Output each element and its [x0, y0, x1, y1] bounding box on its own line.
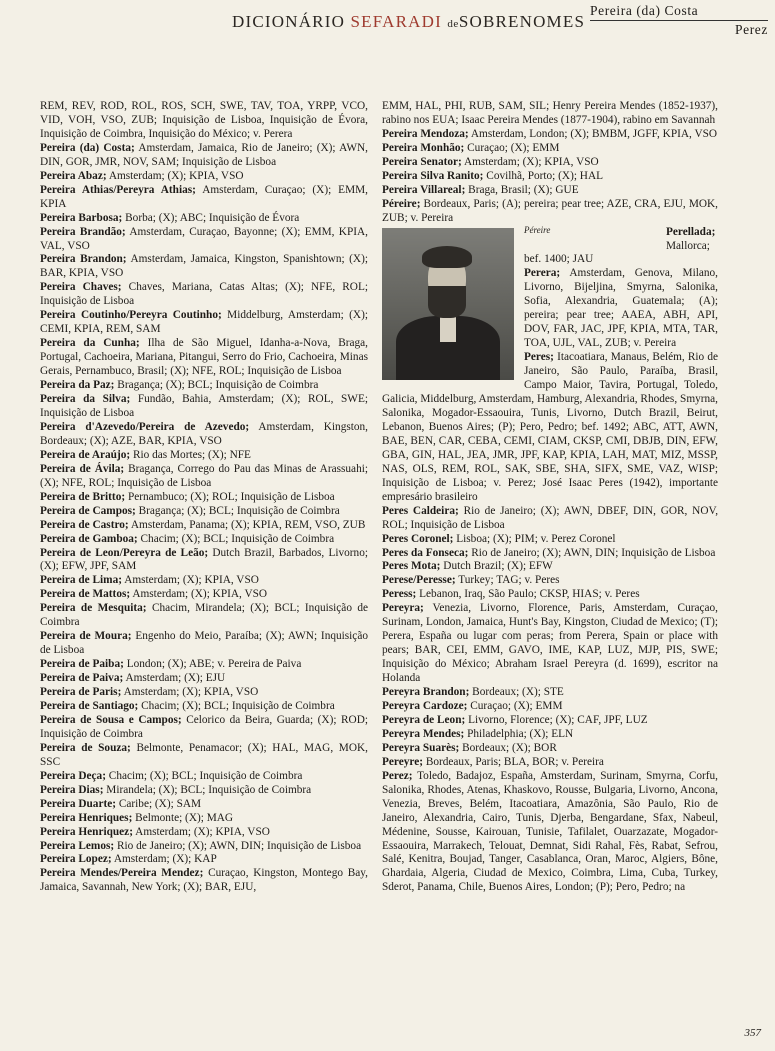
- dictionary-entry: [40, 100, 368, 142]
- dictionary-entry: [382, 100, 718, 128]
- entry-headword: Peres Caldeira;: [382, 504, 459, 517]
- header-title-word: SOBRENOMES: [458, 12, 586, 31]
- entry-text: Amsterdam; (X); KPIA, VSO: [108, 169, 244, 182]
- entry-headword: Peres;: [524, 351, 554, 364]
- entry-headword: Pereira Athias/Pereyra Athias;: [40, 183, 196, 196]
- dictionary-entry: [40, 700, 368, 714]
- dictionary-entry: [382, 505, 718, 533]
- dictionary-entry: [40, 393, 368, 421]
- entry-headword: Pereira Senator;: [382, 155, 462, 168]
- dictionary-entry: [382, 533, 718, 547]
- dictionary-entry: [40, 686, 368, 700]
- entry-headword: Perellada;: [666, 225, 716, 238]
- entry-text: Amsterdam, London; (X); BMBM, JGFF, KPIA, VSO: [470, 127, 718, 140]
- entry-text: Amsterdam, Jamaica, Rio de Janeiro; (X); AWN, DIN, GOR, JMR, NOV, SAM; Inquisição de Lisboa: [40, 141, 368, 168]
- dictionary-entry: [40, 798, 368, 812]
- header-title-word: DICIONÁRIO: [232, 12, 346, 31]
- dictionary-entry: [382, 686, 718, 700]
- entry-text: Chacim; (X); BCL; Inquisição de Coimbra: [140, 532, 335, 545]
- entry-headword: Perera;: [524, 267, 561, 280]
- entry-text: Bordeaux; (X); BOR: [462, 741, 557, 754]
- dictionary-entry: [40, 337, 368, 379]
- dictionary-entry: [382, 184, 718, 198]
- entry-text: Amsterdam, Kingston, Bordeaux; (X); AZE, BAR, KPIA, VSO: [40, 420, 368, 447]
- entry-headword: Pereira Silva Ranito;: [382, 169, 484, 182]
- dictionary-entry: [382, 756, 718, 770]
- entry-text: Dutch Brazil, Barbados, Livorno; (X); EFW, JPF, SAM: [40, 546, 368, 573]
- header-title-highlight: SEFARADI: [350, 12, 442, 31]
- entry-text: Amsterdam, Curaçao; (X); EMM, KPIA: [40, 183, 368, 210]
- entry-headword: Pereyra Cardoze;: [382, 699, 468, 712]
- entry-headword: Pereyra Brandon;: [382, 686, 470, 699]
- entry-headword: Péreire;: [382, 197, 421, 210]
- entry-text: EMM, HAL, PHI, RUB, SAM, SIL; Henry Pereira Mendes (1852-1937), rabino nos EUA; Isaac Pereira Mendes (1877-1904), rabino em Savannah: [382, 100, 718, 126]
- entry-text: Amsterdam, Genova, Milano, Livorno, Bijeljina, Smyrna, Salonika, Sofia, Alexandria, Guatemala; (A); pereira; pear tree; AAEA, ABH, API, DOV, FAR, JAC, JPF, KPIA, MTA, TAR, TOA, UJL, VAL, ZUB; v. Pereira: [524, 267, 719, 350]
- entry-text: Bordeaux, Paris; BLA, BOR; v. Pereira: [425, 755, 604, 768]
- entry-text: Bragança; (X); BCL; Inquisição de Coimbra: [117, 379, 319, 392]
- dictionary-entry: [40, 505, 368, 519]
- dictionary-entry: [40, 812, 368, 826]
- entry-text: Middelburg, Amsterdam; (X); CEMI, KPIA, REM, SAM: [40, 309, 368, 336]
- entry-headword: Pereira de Castro;: [40, 518, 129, 531]
- entry-headword: Pereira Coutinho/Pereyra Coutinho;: [40, 309, 222, 322]
- dictionary-entry: [40, 867, 368, 895]
- entry-text: Belmonte, Penamacor; (X); HAL, MAG, MOK, SSC: [40, 741, 368, 768]
- entry-headword: Peres da Fonseca;: [382, 546, 469, 559]
- entry-text: Chacim; (X); BCL; Inquisição de Coimbra: [108, 769, 303, 782]
- entry-text: Amsterdam, Curaçao, Bayonne; (X); EMM, KPIA, VAL, VSO: [40, 225, 368, 252]
- entry-text: Lebanon, Iraq, São Paulo; CKSP, HIAS; v. Peres: [419, 588, 640, 601]
- entry-headword: Pereira Duarte;: [40, 797, 117, 810]
- entry-text: Venezia, Livorno, Florence, Paris, Amsterdam, Curaçao, Surinam, London, Jamaica, Hunt's Bay, Kingston, Ciudad de Mexico; (T); Perera, España ou lugar com peras; from Perera, Spain or place with pears; BAR, CEI, EMM, GAVO, IME, KAP, LUZ, MJP, PIS, SWE; Inquisição do México; Abraham Israel Pereyra (d. 1699), escritor na Holanda: [382, 602, 719, 685]
- dictionary-entry: [40, 491, 368, 505]
- entry-text: Chacim; (X); BCL; Inquisição de Coimbra: [141, 699, 335, 712]
- entry-text: Livorno, Florence; (X); CAF, JPF, LUZ: [468, 713, 648, 726]
- entry-headword: Pereira Henriques;: [40, 811, 133, 824]
- page-number: 357: [744, 1027, 761, 1039]
- dictionary-entry: [40, 784, 368, 798]
- dictionary-entry: [382, 602, 718, 686]
- entry-text: Chacim, Mirandela; (X); BCL; Inquisição de Coimbra: [40, 602, 369, 629]
- dictionary-entry: [40, 170, 368, 184]
- entry-headword: Pereira de Lima;: [40, 574, 122, 587]
- entry-headword: Pereira Barbosa;: [40, 211, 123, 224]
- entry-text: Amsterdam; (X); KPIA, VSO: [132, 588, 268, 601]
- entry-text: Mirandela; (X); BCL; Inquisição de Coimbra: [106, 783, 312, 796]
- dictionary-entry: [40, 533, 368, 547]
- entry-headword: Perese/Peresse;: [382, 574, 456, 587]
- portrait-block: [382, 226, 718, 505]
- entry-headword: Peress;: [382, 588, 417, 601]
- entry-headword: Pereira de Paiba;: [40, 658, 124, 671]
- dictionary-entry: [382, 128, 718, 142]
- dictionary-entry: [40, 212, 368, 226]
- dictionary-entry: [40, 853, 368, 867]
- entry-headword: Pereira Mendoza;: [382, 127, 469, 140]
- right-column-top: [382, 100, 718, 226]
- left-column: [40, 100, 368, 895]
- dictionary-entry: [40, 630, 368, 658]
- entry-headword: Pereira Monhão;: [382, 141, 465, 154]
- running-head-first: Pereira (da) Costa: [590, 3, 768, 21]
- dictionary-entry: [40, 574, 368, 588]
- right-column: [382, 100, 718, 895]
- entry-headword: Pereira Lopez;: [40, 853, 112, 866]
- entry-text: Bragança; (X); BCL; Inquisição de Coimbra: [138, 504, 340, 517]
- entry-text: Curaçao; (X); EMM: [467, 141, 560, 154]
- entry-text: Amsterdam, Panama; (X); KPIA, REM, VSO, ZUB: [130, 518, 366, 531]
- entry-text: Ilha de São Miguel, Idanha-a-Nova, Braga, Portugal, Cachoeira, Mariana, Pitangui, Serro do Frio, Cachoeira, Minas Gerais, Pernambuco, Brasil; (X); NFE, ROL; Inquisição de Lisboa: [40, 337, 368, 378]
- entry-headword: Pereira de Souza;: [40, 741, 131, 754]
- entry-headword: Pereira de Campos;: [40, 504, 136, 517]
- entry-headword: Pereira da Silva;: [40, 393, 131, 406]
- entry-headword: Pereira de Britto;: [40, 490, 126, 503]
- entry-text: Borba; (X); ABC; Inquisição de Évora: [125, 211, 300, 224]
- entry-headword: Pereira Villareal;: [382, 183, 466, 196]
- dictionary-entry: [382, 742, 718, 756]
- dictionary-entry: [382, 574, 718, 588]
- dictionary-entry: [40, 519, 368, 533]
- entry-text: Rio de Janeiro; (X); AWN, DBEF, DIN, GOR, NOV, ROL; Inquisição de Lisboa: [382, 504, 719, 531]
- entry-headword: Pereira Henriquez;: [40, 825, 133, 838]
- dictionary-entry: [40, 281, 368, 309]
- entry-text: Amsterdam, Jamaica, Kingston, Spanishtown; (X); BAR, KPIA, VSO: [40, 253, 368, 280]
- entry-headword: Pereira de Moura;: [40, 630, 132, 643]
- dictionary-entry: [382, 142, 718, 156]
- entry-text: Braga, Brasil; (X); GUE: [468, 183, 579, 196]
- dictionary-entry: [40, 840, 368, 854]
- entry-text: Caribe; (X); SAM: [118, 797, 202, 810]
- dictionary-entry: [382, 770, 718, 896]
- dictionary-entry: [382, 547, 718, 561]
- dictionary-entry: [382, 560, 718, 574]
- entry-headword: Pereira de Leon/Pereyra de Leão;: [40, 546, 209, 559]
- dictionary-entry: [40, 253, 368, 281]
- entry-text: Bordeaux; (X); STE: [472, 686, 564, 699]
- entry-text: Celorico da Beira, Guarda; (X); ROD; Inquisição de Coimbra: [40, 713, 369, 740]
- dictionary-entry: [40, 588, 368, 602]
- dictionary-entry: [382, 588, 718, 602]
- entry-text: Curaçao, Kingston, Montego Bay, Jamaica, Savannah, New York; (X); BAR, EJU,: [40, 867, 368, 894]
- entry-headword: Pereira de Mesquita;: [40, 602, 147, 615]
- entry-text: Bragança, Corrego do Pau das Minas de Arassuahi; (X); NFE, ROL; Inquisição de Lisboa: [40, 462, 368, 489]
- dictionary-entry: [40, 184, 368, 212]
- entry-headword: Pereira de Ávila;: [40, 462, 125, 475]
- dictionary-entry: [382, 170, 718, 184]
- header-title-small: de: [447, 18, 459, 30]
- dictionary-entry: [40, 672, 368, 686]
- entry-text: Rio de Janeiro; (X); AWN, DIN; Inquisição de Lisboa: [471, 546, 716, 559]
- entry-headword: Pereira Deça;: [40, 769, 106, 782]
- entry-headword: Pereira de Araújo;: [40, 448, 131, 461]
- entry-headword: Peres Mota;: [382, 560, 441, 573]
- dictionary-entry: [40, 826, 368, 840]
- entry-headword: Pereira Brandão;: [40, 225, 126, 238]
- portrait-image: [382, 228, 514, 380]
- portrait-caption: Péreire: [524, 224, 551, 235]
- right-column-bottom: [382, 505, 718, 896]
- dictionary-entry: [40, 449, 368, 463]
- running-head: [590, 3, 768, 38]
- entry-text: Covilhã, Porto; (X); HAL: [486, 169, 604, 182]
- entry-text: Curaçao; (X); EMM: [470, 699, 563, 712]
- page-header-title: [232, 12, 585, 32]
- entry-text: Philadelphia; (X); ELN: [467, 727, 574, 740]
- entry-headword: Pereyre;: [382, 755, 423, 768]
- entry-headword: Pereira de Mattos;: [40, 588, 131, 601]
- dictionary-entry: [40, 421, 368, 449]
- dictionary-entry: [382, 728, 718, 742]
- entry-headword: Pereira Abaz;: [40, 169, 107, 182]
- dictionary-entry: [40, 770, 368, 784]
- dictionary-entry: [40, 602, 368, 630]
- entry-text: Toledo, Badajoz, España, Amsterdam, Surinam, Smyrna, Corfu, Salonika, Rhodes, Atenas, Khaskovo, Rousse, Bulgaria, Livorno, Ancona, Venezia, Breves, Belém, Itacoatiara, Amazônia, São Paulo, Rio de Janeiro, Alexandria, Cairo, Tunis, Djerba, Bengardane, Sfax, Nabeul, Médenine, Sousse, Kairouan, Tunisie, Tafilalet, Ouarzazate, Mogador-Essaouira, Marrakech, Telouat, Demnat, Sidi Rahal, Fès, Rabat, Sefrou, Salé, Kenitra, Boujad, Tanger, Casablanca, Oran, Maroc, Algiers, Bône, Ghardaia, Algeria, Ciudad de Mexico, Coimbra, Lima, Cuba, Turkey, Sderot, Panama, Chile, Buenos Aires, London; (P); Pero, Pedro; na: [382, 769, 719, 894]
- dictionary-entry: [40, 309, 368, 337]
- entry-text: Chaves, Mariana, Catas Altas; (X); NFE, ROL; Inquisição de Lisboa: [40, 281, 369, 308]
- dictionary-entry: [40, 226, 368, 254]
- entry-text: Pernambuco; (X); ROL; Inquisição de Lisboa: [127, 490, 335, 503]
- entry-text: Mallorca; bef. 1400; JAU: [524, 239, 710, 266]
- entry-headword: Pereira Lemos;: [40, 839, 115, 852]
- entry-headword: Pereira de Gamboa;: [40, 532, 138, 545]
- entry-text: Rio de Janeiro; (X); AWN, DIN; Inquisição de Lisboa: [116, 839, 362, 852]
- entry-text: Amsterdam; (X); KPIA, VSO: [463, 155, 599, 168]
- dictionary-entry: [40, 714, 368, 742]
- entry-headword: Pereyra de Leon;: [382, 713, 466, 726]
- dictionary-entry: [40, 379, 368, 393]
- dictionary-entry: [40, 547, 368, 575]
- entry-headword: Pereira Chaves;: [40, 281, 122, 294]
- entry-headword: Pereira de Paiva;: [40, 672, 124, 685]
- entry-headword: Pereira Dias;: [40, 783, 104, 796]
- dictionary-entry: [40, 142, 368, 170]
- dictionary-entry: [382, 714, 718, 728]
- entry-headword: Pereyra Suarès;: [382, 741, 460, 754]
- dictionary-entry: [40, 742, 368, 770]
- entry-text: Amsterdam; (X); EJU: [125, 672, 226, 685]
- entry-text: London; (X); ABE; v. Pereira de Paiva: [126, 658, 302, 671]
- entry-text: REM, REV, ROD, ROL, ROS, SCH, SWE, TAV, TOA, YRPP, VCO, VID, VOH, VSO, ZUB; Inquisição de Lisboa, Inquisição de Évora, Inquisição de Coimbra, Inquisição do México; v. Perera: [40, 100, 368, 140]
- entry-headword: Pereira da Paz;: [40, 379, 115, 392]
- entry-text: Amsterdam; (X); KPIA, VSO: [123, 686, 259, 699]
- entry-headword: Pereira d'Azevedo/Pereira de Azevedo;: [40, 420, 250, 433]
- entry-headword: Pereira Mendes/Pereira Mendez;: [40, 867, 204, 880]
- entry-text: Turkey; TAG; v. Peres: [458, 574, 560, 587]
- entry-text: Lisboa; (X); PIM; v. Perez Coronel: [456, 532, 616, 545]
- entry-text: Bordeaux, Paris; (A); pereira; pear tree; AZE, CRA, EJU, MOK, ZUB; v. Pereira: [382, 197, 719, 224]
- entry-headword: Peres Coronel;: [382, 532, 454, 545]
- entry-text: Rio das Mortes; (X); NFE: [132, 448, 251, 461]
- entry-headword: Pereira de Santiago;: [40, 699, 139, 712]
- entry-text: Itacoatiara, Manaus, Belém, Rio de Janeiro, São Paulo, Paraíba, Brasil, Campo Maior, Tavira, Portugal, Toledo, Galicia, Middelburg, Amsterdam, Hamburg, Alexandria, Rhodes, Smyrna, Salonika, Mogador-Essaouira, Tunis, Livorno, Dutch Brazil, Beirut, Lebanon, Buenos Aires; (P); Pero, Pedro; bef. 1492; ABC, ATT, AWN, BAE, BEN, CAR, CEBA, CEMI, CIAM, CKSP, CMI, DBJB, DIN, EFW, GBA, GIN, HAL, JEA, JMR, JPF, KAP, KPIA, LAH, MAT, MIZ, MSSP, NAS, OLS, REM, ROL, SAK, SBE, SHA, SIFX, SME, VAZ, WISP; Inquisição de Lisboa; v. Perez; José Isaac Peres (1942), importante empresário brasileiro: [382, 351, 719, 503]
- entry-text: Amsterdam; (X); KPIA, VSO: [124, 574, 259, 587]
- entry-headword: Perez;: [382, 769, 413, 782]
- dictionary-entry: [382, 198, 718, 226]
- entry-headword: Pereira (da) Costa;: [40, 141, 135, 154]
- entry-text: Dutch Brazil; (X); EFW: [443, 560, 553, 573]
- entry-text: Belmonte; (X); MAG: [135, 811, 234, 824]
- dictionary-entry: [382, 156, 718, 170]
- running-head-last: Perez: [735, 22, 768, 37]
- entry-headword: Pereira de Paris;: [40, 686, 122, 699]
- entry-text: Engenho do Meio, Paraíba; (X); AWN; Inquisição de Lisboa: [40, 630, 368, 657]
- entry-text: Amsterdam; (X); KPIA, VSO: [135, 825, 270, 838]
- entry-headword: Pereira Brandon;: [40, 253, 127, 266]
- entry-text: Amsterdam; (X); KAP: [113, 853, 217, 866]
- entry-headword: Pereyra Mendes;: [382, 727, 465, 740]
- entry-headword: Pereira da Cunha;: [40, 337, 140, 350]
- dictionary-entry: [40, 658, 368, 672]
- dictionary-entry: [382, 700, 718, 714]
- entry-text: Fundão, Bahia, Amsterdam; (X); ROL, SWE; Inquisição de Lisboa: [40, 393, 368, 419]
- entry-headword: Pereira de Sousa e Campos;: [40, 713, 182, 726]
- dictionary-entry: [40, 463, 368, 491]
- entry-headword: Pereyra;: [382, 602, 424, 615]
